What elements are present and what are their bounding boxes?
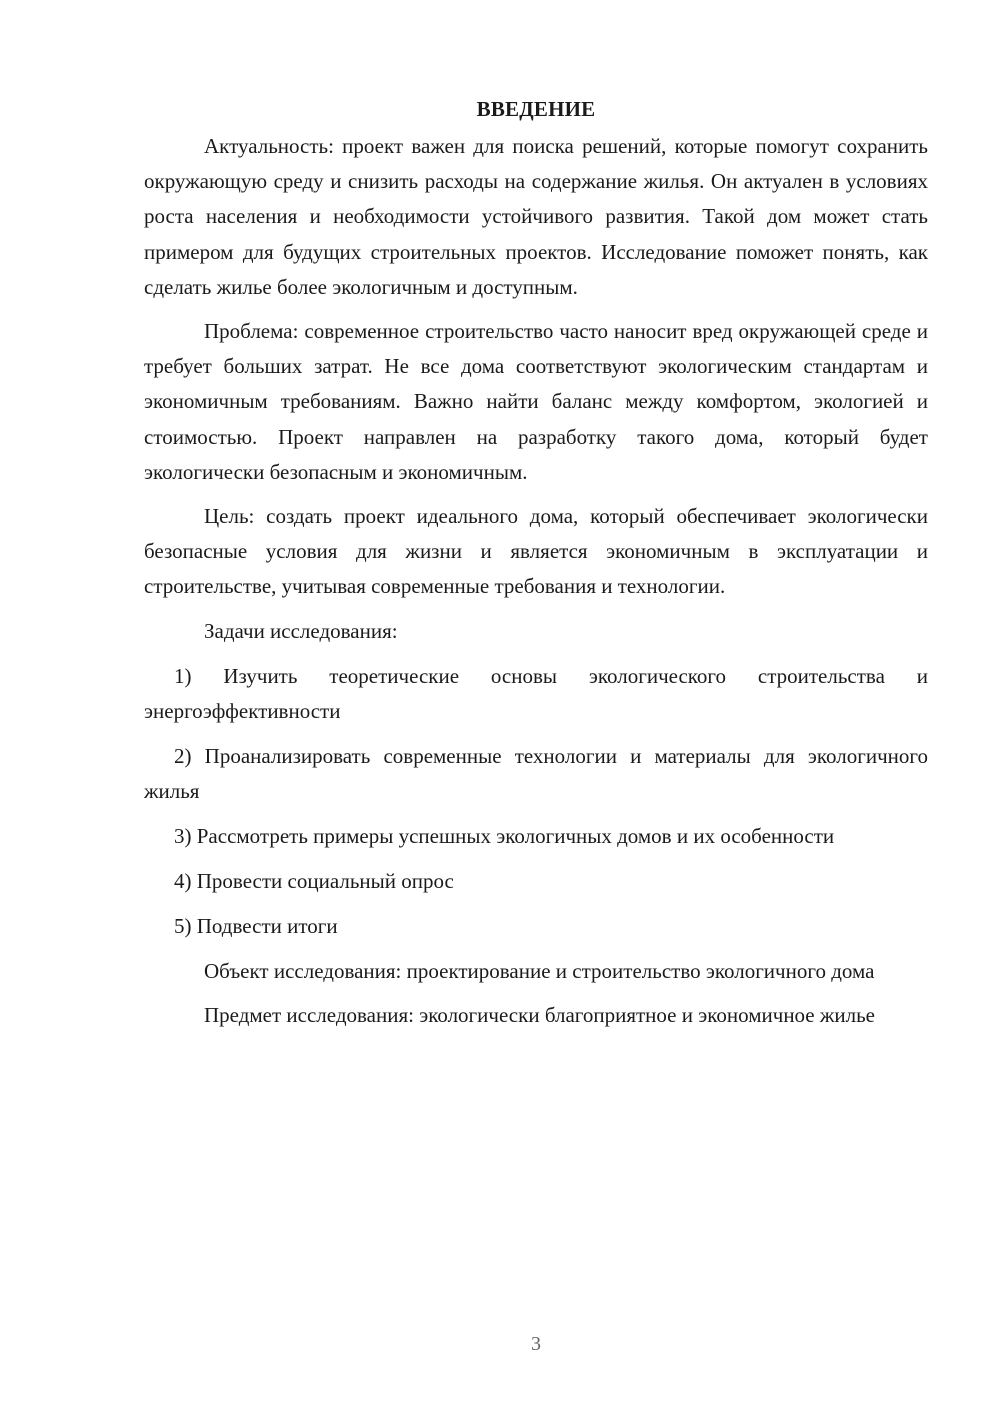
section-title: ВВЕДЕНИЕ	[476, 97, 596, 121]
list-item: 2) Проанализировать современные технологии и материалы для экологичного жилья	[144, 743, 928, 803]
list-item: 1) Изучить теоретические основы экологического строительства и энергоэффективности	[144, 663, 928, 723]
page-number: 3	[531, 1333, 541, 1355]
list-item: 3) Рассмотреть примеры успешных экологичных домов и их особенности	[174, 823, 835, 848]
tasks-heading: Задачи исследования:	[204, 618, 398, 643]
tasks-list	[144, 659, 928, 944]
object-paragraph: Объект исследования: проектирование и строительство экологичного дома	[204, 958, 875, 983]
problem-paragraph: Проблема: современное строительство часто наносит вред окружающей среде и требует больших затрат. Не все дома соответствуют экологическим стандартам и экономичным требованиям. Важно найти баланс между комфортом, экологией и стоимостью. Проект направлен на разработку такого дома, который будет экологически безопасным и экономичным.	[144, 319, 928, 484]
document-page	[144, 92, 928, 1042]
relevance-paragraph: Актуальность: проект важен для поиска решений, которые помогут сохранить окружающую среду и снизить расходы на содержание жилья. Он актуален в условиях роста населения и необходимости устойчивого развития. Такой дом может стать примером для будущих строительных проектов. Исследование поможет понять, как сделать жилье более экологичным и доступным.	[144, 134, 928, 299]
list-item: 5) Подвести итоги	[174, 913, 338, 938]
goal-paragraph: Цель: создать проект идеального дома, который обеспечивает экологически безопасные условия для жизни и является экономичным в эксплуатации и строительстве, учитывая современные требования и технологии.	[144, 504, 928, 599]
list-item: 4) Провести социальный опрос	[174, 868, 454, 893]
subject-paragraph: Предмет исследования: экологически благоприятное и экономичное жилье	[204, 1003, 876, 1028]
